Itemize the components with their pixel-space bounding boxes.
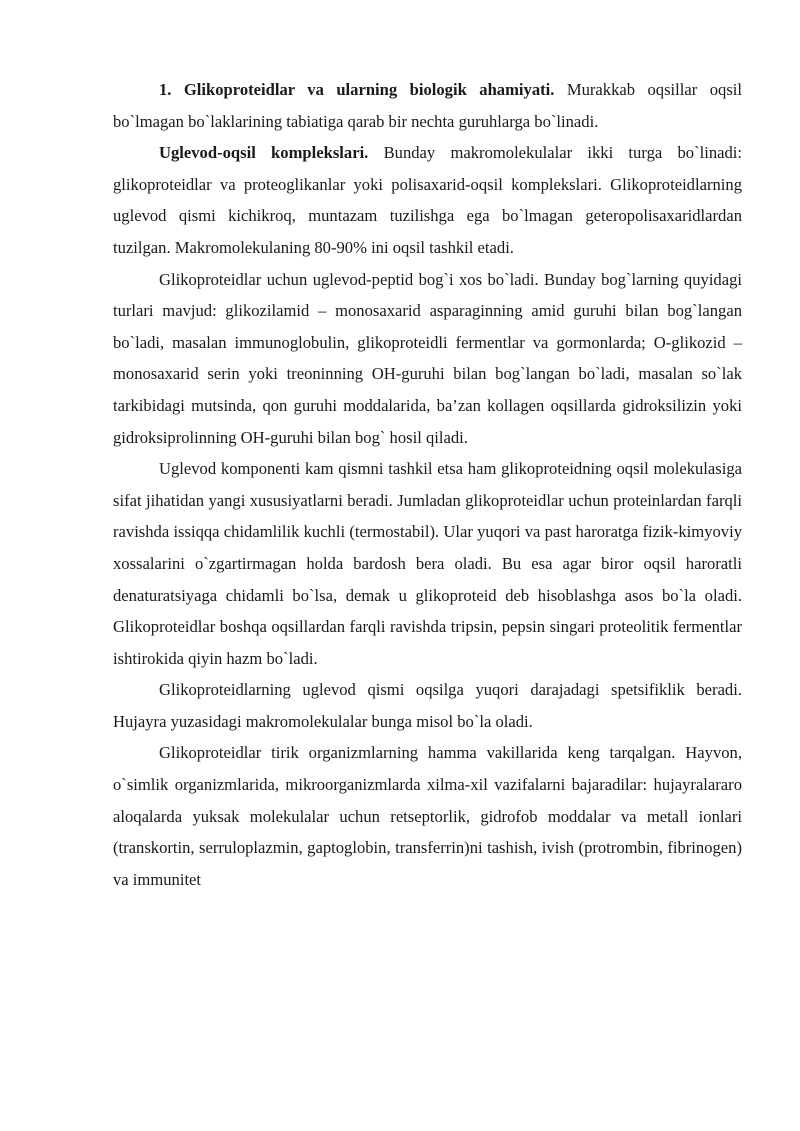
paragraph-specificity: Glikoproteidlarning uglevod qismi oqsilga yuqori darajadagi spetsifiklik beradi. Hujayra yuzasidagi makromolekulalar bunga misol bo`la oladi. — [113, 680, 742, 731]
section-heading: 1. Glikoproteidlar va ularning biologik ahamiyati. — [159, 80, 555, 99]
paragraph-section-heading — [113, 74, 742, 137]
paragraph-bonds: Glikoproteidlar uchun uglevod-peptid bog`i xos bo`ladi. Bunday bog`larning quyidagi turlari mavjud: glikozilamid – monosaxarid asparaginning amid guruhi bilan bog`langan bo`ladi, masalan immunoglobulin, glikoproteidli fermentlar va gormonlarda; O-glikozid – monosaxarid serin yoki treoninning OH-guruhi bilan bog`langan bo`ladi, masalan so`lak tarkibidagi mutsinda, qon guruhi moddalarida, ba’zan kollagen oqsillarda gidroksilizin yoki gidroksiprolinning OH-guruhi bilan bog` hosil qiladi. — [113, 269, 742, 447]
paragraph-text: Bunday makromolekulalar ikki turga bo`linadi: glikoproteidlar va proteoglikanlar yoki polisaxarid-oqsil komplekslari. Glikoproteidlarning uglevod qismi kichikroq, muntazam tuzilishga ega bo`lmagan geteropolisaxaridlardan tuzilgan. Makromolekulaning 80-90% ini oqsil tashkil etadi. — [113, 143, 742, 257]
subheading-term: Uglevod-oqsil komplekslari. — [159, 143, 369, 163]
paragraph-text: Murakkab oqsillar oqsil bo`lmagan bo`laklarining tabiatiga qarab bir nechta guruhlarga bo`linadi. — [113, 80, 742, 131]
document-page — [113, 74, 742, 895]
paragraph-uglevod-oqsil — [113, 137, 742, 263]
paragraph-properties: Uglevod komponenti kam qismni tashkil etsa ham glikoproteidning oqsil molekulasiga sifat jihatidan yangi xususiyatlarni beradi. Jumladan glikoproteidlar uchun proteinlardan farqli ravishda issiqqa chidamlilik kuchli (termostabil). Ular yuqori va past haroratga fizik-kimyoviy xossalarini o`zgartirmagan holda bardosh bera oladi. Bu esa agar biror oqsil haroratli denaturatsiyaga chidamli bo`lsa, demak u glikoproteid deb hisoblashga asos bo`la oladi. Glikoproteidlar boshqa oqsillardan farqli ravishda tripsin, pepsin singari proteolitik fermentlar ishtirokida qiyin hazm bo`ladi. — [113, 459, 742, 668]
paragraph-distribution: Glikoproteidlar tirik organizmlarning hamma vakillarida keng tarqalgan. Hayvon, o`simlik organizmlarida, mikroorganizmlarda xilma-xil vazifalarni bajaradilar: hujayralararo aloqalarda yuksak molekulalar uchun retseptorlik, gidrofob moddalar va metall ionlari (transkortin, serruloplazmin, gaptoglobin, transferrin)ni tashish, ivish (protrombin, fibrinogen) va immunitet — [113, 743, 742, 889]
